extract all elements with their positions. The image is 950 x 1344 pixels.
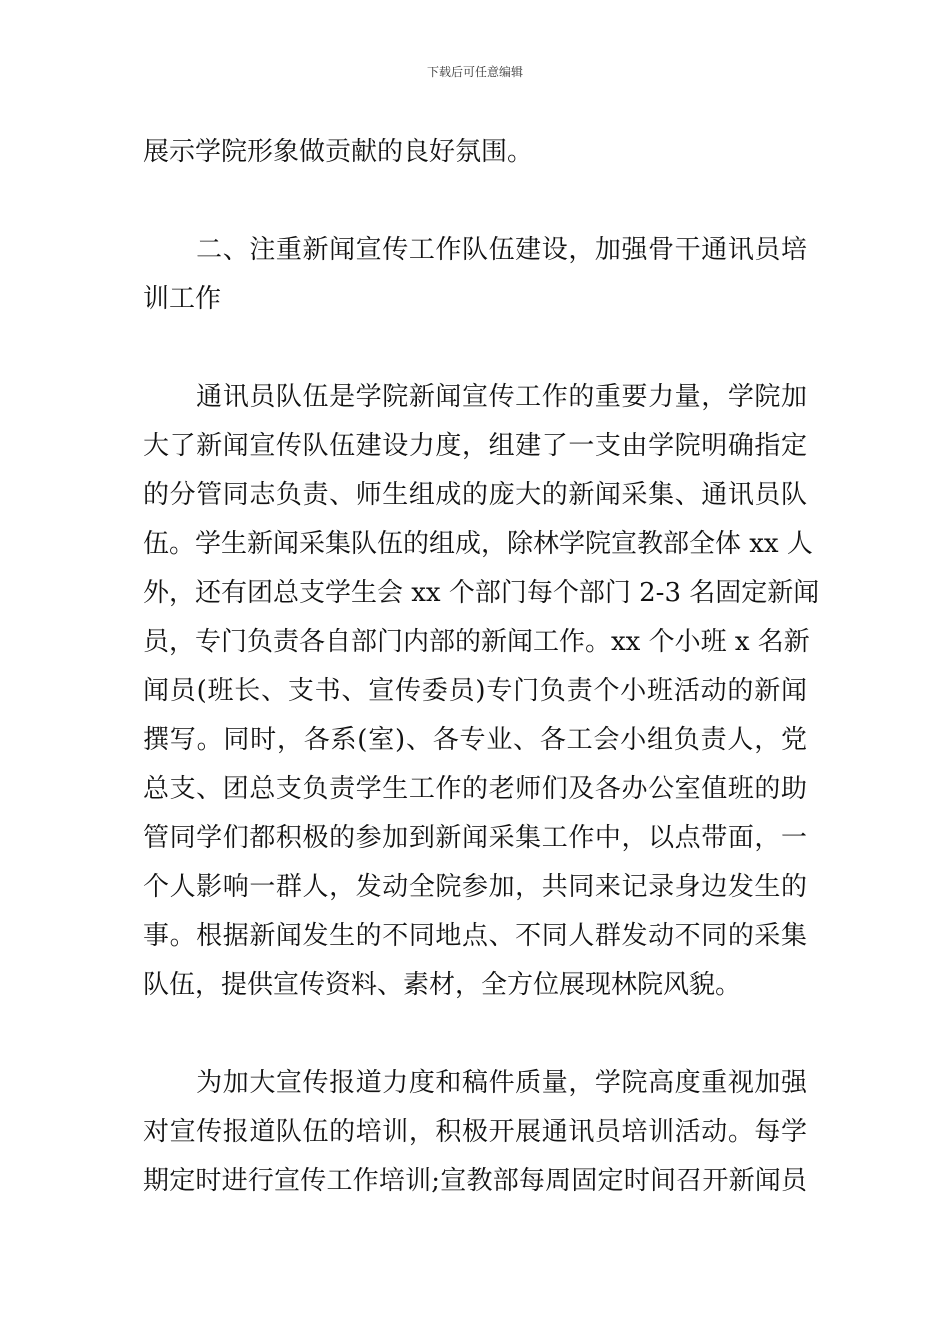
paragraph-gap (143, 1010, 807, 1059)
paragraph-line: 总支、团总支负责学生工作的老师们及各办公室值班的助 (143, 774, 807, 804)
paragraph-gap (143, 177, 807, 226)
section-heading-line: 训工作 (143, 284, 222, 314)
document-body (143, 128, 820, 1206)
paragraph-line: 展示学院形象做贡献的良好氛围。 (143, 137, 534, 167)
paragraph-line: 队伍，提供宣传资料、素材，全方位展现林院风貌。 (143, 970, 742, 1000)
paragraph-line: 撰写。同时，各系(室)、各专业、各工会小组负责人，党 (143, 725, 807, 755)
paragraph-line: 大了新闻宣传队伍建设力度，组建了一支由学院明确指定 (143, 431, 807, 461)
paragraph-line: 员，专门负责各自部门内部的新闻工作。xx 个小班 x 名新 (143, 627, 810, 657)
paragraph-line: 管同学们都积极的参加到新闻采集工作中，以点带面，一 (143, 823, 807, 853)
page-header: 下载后可任意编辑 (426, 65, 523, 79)
paragraph-line: 期定时进行宣传工作培训;宣教部每周固定时间召开新闻员 (143, 1166, 807, 1196)
paragraph-line: 为加大宣传报道力度和稿件质量，学院高度重视加强 (143, 1068, 807, 1098)
paragraph-line: 闻员(班长、支书、宣传委员)专门负责个小班活动的新闻 (143, 676, 807, 706)
section-heading-line: 二、注重新闻宣传工作队伍建设，加强骨干通讯员培 (143, 235, 807, 265)
paragraph-line: 的分管同志负责、师生组成的庞大的新闻采集、通讯员队 (143, 480, 807, 510)
paragraph-line: 事。根据新闻发生的不同地点、不同人群发动不同的采集 (143, 921, 807, 951)
paragraph-line: 外，还有团总支学生会 xx 个部门每个部门 2-3 名固定新闻 (143, 578, 820, 608)
paragraph-line: 个人影响一群人，发动全院参加，共同来记录身边发生的 (143, 872, 807, 902)
paragraph-line: 对宣传报道队伍的培训，积极开展通讯员培训活动。每学 (143, 1117, 807, 1147)
paragraph-gap (143, 324, 807, 373)
paragraph-line: 通讯员队伍是学院新闻宣传工作的重要力量，学院加 (143, 382, 807, 412)
paragraph-line: 伍。学生新闻采集队伍的组成，除林学院宣教部全体 xx 人 (143, 529, 813, 559)
